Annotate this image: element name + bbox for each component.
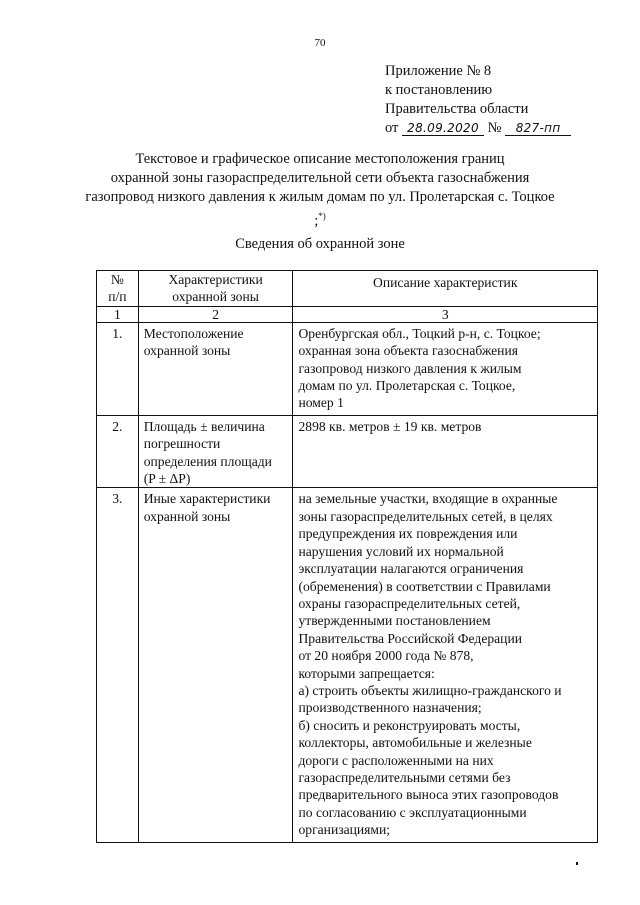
index-cell: 2 <box>138 306 293 322</box>
title-footnote <box>40 207 600 231</box>
description-line: зоны газораспределительных сетей, в целях <box>298 508 553 524</box>
description-line: б) сносить и реконструировать мосты, <box>298 717 521 733</box>
description-line: 2898 кв. метров ± 19 кв. метров <box>298 418 482 434</box>
number-label: № <box>487 120 502 136</box>
footnote-prefix: ; <box>314 212 319 229</box>
appendix-block <box>385 62 571 138</box>
description-line: которыми запрещается: <box>298 665 435 681</box>
header-number <box>97 271 139 307</box>
characteristic-line: Площадь ± величина <box>143 418 265 434</box>
header-number-line-1: № <box>110 272 124 287</box>
row-characteristic <box>138 322 293 415</box>
index-cell: 3 <box>293 306 598 322</box>
description-line: коллекторы, автомобильные и железные <box>298 735 532 751</box>
row-number: 1. <box>97 322 139 415</box>
description-line: предварительного выноса этих газопроводов <box>298 787 559 803</box>
appendix-line-1: Приложение № 8 <box>385 63 492 79</box>
table-header-row <box>97 271 598 307</box>
row-description <box>293 322 598 415</box>
row-description <box>293 415 598 488</box>
description-line: нарушения условий их нормальной <box>298 543 504 559</box>
description-line: от 20 ноября 2000 года № 878, <box>298 648 474 664</box>
scan-mark <box>576 862 578 865</box>
appendix-line-3: Правительства области <box>385 101 529 117</box>
characteristic-line: определения площади <box>143 453 272 469</box>
description-line: номер 1 <box>298 395 344 411</box>
description-line: эксплуатации налагаются ограничения <box>298 561 524 577</box>
description-line: газопровод низкого давления к жилым <box>298 360 522 376</box>
table-row <box>97 415 598 488</box>
appendix-date-line <box>385 119 571 138</box>
description-line: производственного назначения; <box>298 700 482 716</box>
document-title <box>40 150 600 231</box>
characteristic-line: Иные характеристики <box>143 491 271 507</box>
header-characteristic-line-1: Характеристики <box>168 272 263 287</box>
title-line-3: газопровод низкого давления к жилым домам по ул. Пролетарская с. Тоцкое <box>85 189 555 205</box>
title-line-2: охранной зоны газораспределительной сети объекта газоснабжения <box>110 170 530 186</box>
footnote-mark: *) <box>318 211 326 221</box>
index-cell: 1 <box>97 306 139 322</box>
description-line: предупреждения их повреждения или <box>298 526 518 542</box>
table-row <box>97 322 598 415</box>
description-line: утвержденными постановлением <box>298 613 491 629</box>
characteristic-line: погрешности <box>143 436 221 452</box>
title-line-1: Текстовое и графическое описание местоположения границ <box>135 151 505 167</box>
header-characteristic-line-2: охранной зоны <box>172 289 259 305</box>
description-line: домам по ул. Пролетарская с. Тоцкое, <box>298 378 516 394</box>
handwritten-date: 28.09.2020 <box>402 121 484 136</box>
row-characteristic <box>138 488 293 842</box>
row-description <box>293 488 598 842</box>
description-line: охраны газораспределительных сетей, <box>298 595 521 611</box>
appendix-line-2: к постановлению <box>385 82 493 98</box>
handwritten-number: 827-пп <box>505 121 571 136</box>
characteristic-line: охранной зоны <box>143 343 231 359</box>
row-characteristic <box>138 415 293 488</box>
row-number: 3. <box>97 488 139 842</box>
description-line: Правительства Российской Федерации <box>298 630 523 646</box>
header-description: Описание характеристик <box>293 271 598 307</box>
table-index-row <box>97 306 598 322</box>
characteristic-line: охранной зоны <box>143 508 231 524</box>
description-line: организациями; <box>298 822 391 838</box>
header-characteristic <box>138 271 293 307</box>
description-line: а) строить объекты жилищно-гражданского и <box>298 682 562 698</box>
description-line: охранная зона объекта газоснабжения <box>298 343 518 359</box>
header-number-line-2: п/п <box>108 289 127 305</box>
page-number: 70 <box>314 37 326 49</box>
protection-zone-table <box>96 270 598 843</box>
description-line: (обременения) в соответствии с Правилами <box>298 578 551 594</box>
description-line: дороги с расположенными на них <box>298 752 494 768</box>
table-row <box>97 488 598 842</box>
description-line: на земельные участки, входящие в охранные <box>298 491 558 507</box>
row-number: 2. <box>97 415 139 488</box>
characteristic-line: Местоположение <box>143 325 244 341</box>
description-line: газораспределительными сетями без <box>298 769 511 785</box>
description-line: по согласованию с эксплуатационными <box>298 804 527 820</box>
description-line: Оренбургская обл., Тоцкий р-н, с. Тоцкое; <box>298 325 541 341</box>
characteristic-line: (P ± ΔP) <box>143 471 191 487</box>
section-subtitle: Сведения об охранной зоне <box>235 236 405 252</box>
from-label: от <box>385 120 399 136</box>
